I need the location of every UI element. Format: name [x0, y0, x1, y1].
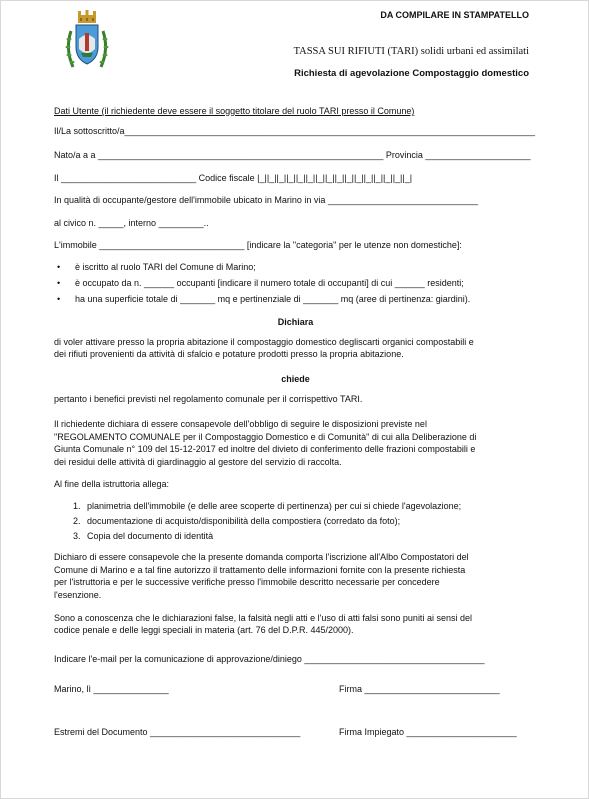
legal-line: Sono a conoscenza che le dichiarazioni false, la falsità negli atti e l'uso di atti falsi sono puniti ai sensi del — [54, 613, 472, 623]
employee-signature-field[interactable]: Firma Impiegato ______________________ — [339, 727, 517, 737]
list-item — [73, 516, 400, 527]
municipal-crest-icon — [63, 9, 111, 71]
awareness-line: dei residui delle attività di giardinaggio al gestore del servizio di raccolta. — [54, 457, 342, 467]
declaration-text-line1: di voler attivare presso la propria abitazione il compostaggio domestico degliscarti organici compostabili e — [54, 337, 474, 347]
signature-field[interactable]: Firma ___________________________ — [339, 684, 500, 694]
requests-heading: chiede — [281, 374, 310, 384]
awareness-line: "REGOLAMENTO COMUNALE per il Compostaggio Domestico e di Comunità" di cui alla Deliberazione di — [54, 432, 477, 442]
user-data-heading: Dati Utente (il richiedente deve essere il soggetto titolare del ruolo TARI presso il Comune) — [54, 106, 415, 116]
declaration-text-line2: dei rifiuti provenienti da attività di sfalcio e potature prodotti presso la propria abitazione. — [54, 349, 404, 359]
attachments-intro: Al fine della istruttoria allega: — [54, 479, 170, 489]
document-ref-field[interactable]: Estremi del Documento ______________________________ — [54, 727, 301, 737]
email-field[interactable]: Indicare l'e-mail per la comunicazione di approvazione/diniego ____________________________________ — [54, 654, 485, 664]
tax-title: TASSA SUI RIFIUTI (TARI) solidi urbani ed assimilati — [293, 46, 529, 57]
consent-line: Comune di Marino e a tal fine autorizzo il trattamento delle informazioni fornite con la presente richiesta — [54, 565, 466, 575]
declares-heading: Dichiara — [277, 317, 314, 327]
list-item: • è iscritto al ruolo TARI del Comune di Marino; — [57, 262, 256, 272]
birthplace-field[interactable]: Nato/a a a _________________________________________________________ Provincia _____________________ — [54, 150, 531, 160]
birthdate-taxcode-field[interactable]: Il ___________________________ Codice fiscale |_||_||_||_||_||_||_||_||_||_||_||_||_||_||_||_| — [54, 173, 413, 183]
consent-line: per l'istruttoria e per le successive verifiche presso l'immobile descritto necessarie per concedere — [54, 577, 440, 587]
list-item[interactable]: • è occupato da n. ______ occupanti [indicare il numero totale di occupanti] di cui ______ residenti; — [57, 278, 464, 288]
item-number: 1. — [73, 501, 81, 511]
property-address-field[interactable]: In qualità di occupante/gestore dell'immobile ubicato in Marino in via ______________________________ — [54, 195, 479, 205]
bullet-text: è iscritto al ruolo TARI del Comune di Marino; — [75, 262, 256, 272]
place-date-field[interactable]: Marino, lì _______________ — [54, 684, 169, 694]
list-item[interactable]: • ha una superficie totale di _______ mq e pertinenziale di _______ mq (aree di pertinenza: giardini). — [57, 294, 471, 304]
fill-in-capitals-notice: DA COMPILARE IN STAMPATELLO — [380, 10, 529, 20]
bullet-text: ha una superficie totale di _______ mq e pertinenziale di _______ mq (aree di pertinenza: giardini). — [75, 294, 471, 304]
property-category-field[interactable]: L'immobile _____________________________ [indicare la "categoria" per le utenze non domestiche]: — [54, 240, 462, 250]
legal-line: codice penale e delle leggi speciali in materia (art. 76 del D.P.R. 445/2000). — [54, 625, 354, 635]
awareness-line: Il richiedente dichiara di essere consapevole dell'obbligo di seguire le disposizioni previste nel — [54, 419, 427, 429]
request-text: pertanto i benefici previsti nel regolamento comunale per il corrispettivo TARI. — [54, 394, 363, 404]
item-text: documentazione di acquisto/disponibilità della compostiera (corredato da foto); — [87, 516, 401, 526]
item-text: Copia del documento di identità — [87, 531, 214, 541]
list-item — [73, 531, 213, 542]
item-text: planimetria dell'immobile (e delle aree scoperte di pertinenza) per cui si chiede l'agevolazione; — [87, 501, 462, 511]
consent-line: l'esenzione. — [54, 590, 102, 600]
awareness-line: Giunta Comunale n° 109 del 15-12-2017 ed inoltre del divieto di conferimento delle frazioni compostabili e — [54, 444, 476, 454]
bullet-text: è occupato da n. ______ occupanti [indicare il numero totale di occupanti] di cui ______ residenti; — [75, 278, 464, 288]
consent-line: Dichiaro di essere consapevole che la presente domanda comporta l'iscrizione all'Albo Compostatori del — [54, 552, 469, 562]
signatory-field[interactable]: Il/La sottoscritto/a__________________________________________________________________________________ — [54, 126, 535, 136]
item-number: 3. — [73, 531, 81, 541]
request-title: Richiesta di agevolazione Compostaggio domestico — [294, 68, 529, 79]
item-number: 2. — [73, 516, 81, 526]
list-item — [73, 501, 461, 512]
civic-number-field[interactable]: al civico n. _____, interno _________.. — [54, 218, 209, 228]
